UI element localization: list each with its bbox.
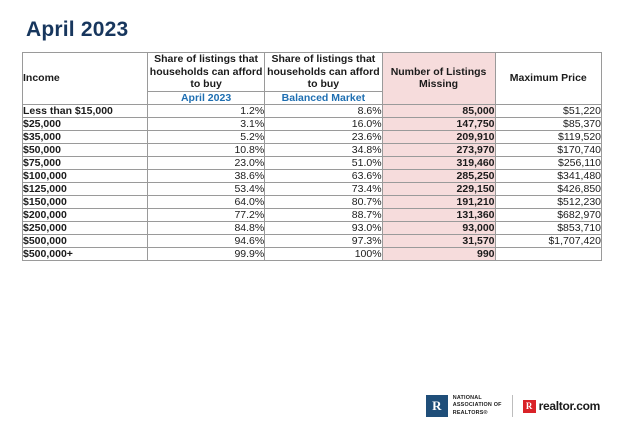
cell-maximum-price: $426,850: [495, 182, 601, 195]
table-row: [23, 221, 602, 234]
cell-maximum-price: $1,707,420: [495, 234, 601, 247]
cell-maximum-price: $85,370: [495, 117, 601, 130]
cell-listings-missing: 131,360: [382, 208, 495, 221]
cell-income: $75,000: [23, 156, 148, 169]
cell-income: $500,000: [23, 234, 148, 247]
cell-balanced-market: 63.6%: [265, 169, 382, 182]
column-header-listings-missing: Number of Listings Missing: [382, 53, 495, 105]
subheader-april-2023: April 2023: [147, 91, 264, 104]
cell-income: $250,000: [23, 221, 148, 234]
cell-listings-missing: 209,910: [382, 130, 495, 143]
table-row: [23, 169, 602, 182]
cell-listings-missing: 93,000: [382, 221, 495, 234]
table-row: [23, 104, 602, 117]
nar-logo-text: [453, 395, 502, 418]
logo-divider: [512, 395, 513, 417]
cell-income: $50,000: [23, 143, 148, 156]
table-row: [23, 234, 602, 247]
cell-listings-missing: 191,210: [382, 195, 495, 208]
column-header-maximum-price: Maximum Price: [495, 53, 601, 105]
cell-april-2023: 84.8%: [147, 221, 264, 234]
cell-income: $150,000: [23, 195, 148, 208]
cell-april-2023: 38.6%: [147, 169, 264, 182]
cell-income: $25,000: [23, 117, 148, 130]
affordability-table: [22, 52, 602, 261]
cell-balanced-market: 34.8%: [265, 143, 382, 156]
cell-april-2023: 1.2%: [147, 104, 264, 117]
cell-balanced-market: 8.6%: [265, 104, 382, 117]
cell-april-2023: 94.6%: [147, 234, 264, 247]
cell-maximum-price: $853,710: [495, 221, 601, 234]
cell-maximum-price: $512,230: [495, 195, 601, 208]
page-title: April 2023: [26, 18, 129, 41]
table-row: [23, 143, 602, 156]
cell-income: $35,000: [23, 130, 148, 143]
cell-income: $200,000: [23, 208, 148, 221]
cell-income: Less than $15,000: [23, 104, 148, 117]
nar-line-2: ASSOCIATION OF: [452, 402, 502, 409]
table-row: [23, 156, 602, 169]
cell-april-2023: 99.9%: [147, 247, 264, 260]
nar-logo-icon: R: [426, 395, 448, 417]
cell-april-2023: 3.1%: [147, 117, 264, 130]
nar-line-1: NATIONAL: [452, 394, 482, 401]
cell-balanced-market: 88.7%: [265, 208, 382, 221]
cell-income: $125,000: [23, 182, 148, 195]
cell-april-2023: 77.2%: [147, 208, 264, 221]
realtor-logo-text: realtor.com: [538, 399, 600, 414]
cell-april-2023: 64.0%: [147, 195, 264, 208]
table-row: [23, 130, 602, 143]
cell-listings-missing: 990: [382, 247, 495, 260]
realtor-logo: [523, 399, 600, 413]
cell-maximum-price: $170,740: [495, 143, 601, 156]
table-row: [23, 117, 602, 130]
cell-listings-missing: 273,970: [382, 143, 495, 156]
cell-maximum-price: $341,480: [495, 169, 601, 182]
table-body: [23, 104, 602, 260]
subheader-balanced-market: Balanced Market: [265, 91, 382, 104]
column-header-share-april: Share of listings that households can afford to buy: [147, 53, 264, 92]
cell-listings-missing: 285,250: [382, 169, 495, 182]
table-row: [23, 182, 602, 195]
column-header-share-balanced: Share of listings that households can afford to buy: [265, 53, 382, 92]
nar-line-3: REALTORS®: [452, 410, 488, 417]
cell-april-2023: 53.4%: [147, 182, 264, 195]
footer-logos: [426, 395, 600, 418]
cell-income: $500,000+: [23, 247, 148, 260]
cell-maximum-price: $256,110: [495, 156, 601, 169]
cell-maximum-price: $682,970: [495, 208, 601, 221]
cell-balanced-market: 93.0%: [265, 221, 382, 234]
cell-balanced-market: 97.3%: [265, 234, 382, 247]
cell-listings-missing: 85,000: [382, 104, 495, 117]
table-header: [23, 53, 602, 105]
cell-april-2023: 23.0%: [147, 156, 264, 169]
realtor-logo-icon: R: [523, 400, 536, 413]
column-header-income: Income: [23, 53, 148, 105]
cell-maximum-price: $119,520: [495, 130, 601, 143]
cell-balanced-market: 23.6%: [265, 130, 382, 143]
cell-april-2023: 10.8%: [147, 143, 264, 156]
cell-listings-missing: 229,150: [382, 182, 495, 195]
table-row: [23, 247, 602, 260]
cell-listings-missing: 319,460: [382, 156, 495, 169]
cell-maximum-price: $51,220: [495, 104, 601, 117]
cell-balanced-market: 100%: [265, 247, 382, 260]
cell-balanced-market: 51.0%: [265, 156, 382, 169]
cell-april-2023: 5.2%: [147, 130, 264, 143]
nar-logo: [426, 395, 502, 418]
table-row: [23, 208, 602, 221]
cell-balanced-market: 80.7%: [265, 195, 382, 208]
cell-balanced-market: 16.0%: [265, 117, 382, 130]
cell-maximum-price: [495, 247, 601, 260]
cell-income: $100,000: [23, 169, 148, 182]
cell-listings-missing: 147,750: [382, 117, 495, 130]
table-row: [23, 195, 602, 208]
cell-listings-missing: 31,570: [382, 234, 495, 247]
table-header-row: [23, 53, 602, 92]
cell-balanced-market: 73.4%: [265, 182, 382, 195]
